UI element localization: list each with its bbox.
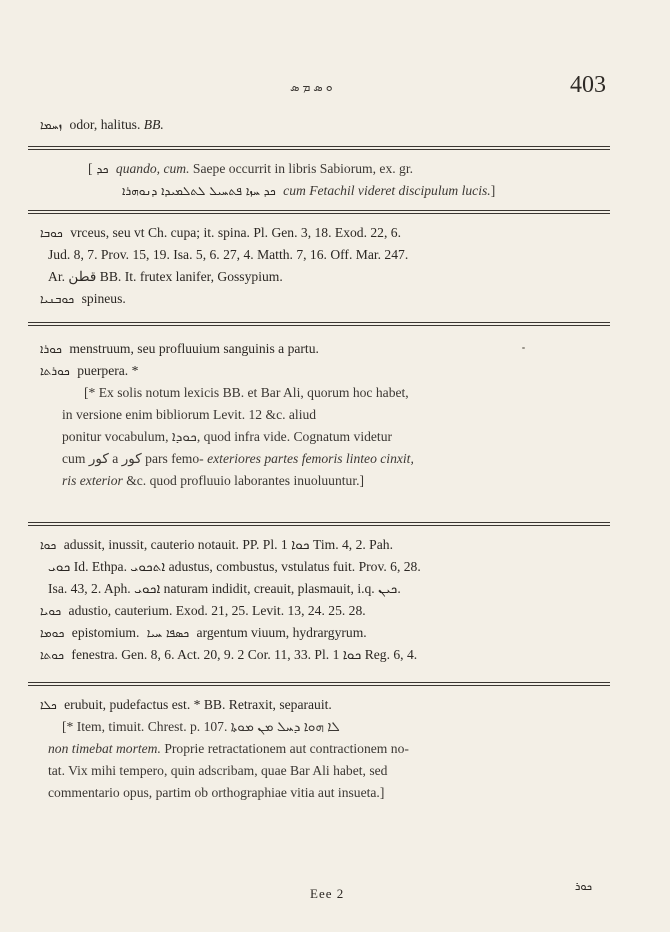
entry-text: spineus. xyxy=(81,291,126,306)
entry-text: argentum viuum, hydrargyrum. xyxy=(196,625,367,640)
syriac-headword: ܟܘܪܐ xyxy=(40,342,62,356)
entry-text: puerpera. * xyxy=(77,363,139,378)
section-rule xyxy=(28,210,610,214)
entry-vrceus xyxy=(36,222,408,310)
note-text: [* Ex solis notum lexicis BB. et Bar Ali, quorum hoc habet, xyxy=(84,385,409,400)
section-rule xyxy=(28,682,610,686)
note-text: [* Item, timuit. Chrest. p. 107. ܠܐ ܗܘܐ ܕܚܠ ܡܢ ܡܘܬܐ xyxy=(62,719,340,734)
entry-text: Saepe occurrit in libris Sabiorum, ex. gr. xyxy=(192,161,414,176)
entry-menstruum xyxy=(36,338,414,492)
syriac-headword: ܟܠܐ xyxy=(40,698,57,712)
note-italic: non timebat mortem. xyxy=(48,741,161,756)
entry-text: adustio, cauterium. Exod. 21, 25. Levit. 13, 24. 25. 28. xyxy=(68,603,366,618)
section-rule xyxy=(28,146,610,150)
entry-text: erubuit, pudefactus est. * BB. Retraxit, separauit. xyxy=(64,697,332,712)
syriac-phrase: ܟܕ ܚܙܐ ܦܬܚܝܠ ܠܬܠܡܝܕܐ ܕܢܘܗܪܐ xyxy=(122,184,276,198)
syriac-headword: ܟܘܝܐ xyxy=(40,604,62,618)
source-tag: BB. xyxy=(143,117,164,132)
note-italic: ris exterior xyxy=(62,473,123,488)
entry-adussit xyxy=(36,534,421,666)
note-text: tat. Vix mihi tempero, quin adscribam, quae Bar Ali habet, sed xyxy=(48,763,388,778)
note-text: cum ﻛﻮﺭ a ﻛﻮﺭ pars femo- xyxy=(62,451,204,466)
running-head: ܘ ܣ ܡ ܣ xyxy=(290,80,333,94)
note-text: &c. quod profluuio laborantes inuoluuntur.] xyxy=(126,473,365,488)
entry-text: ܟܘܝ Id. Ethpa. ܐܬܟܘܝ adustus, combustus, vstulatus fuit. Prov. 6, 28. xyxy=(48,559,421,574)
syriac-headword: ܟܘܡܐ xyxy=(40,626,65,640)
section-rule xyxy=(28,522,610,526)
entry-text: fenestra. Gen. 8, 6. Act. 20, 9. 2 Cor. 11, 33. Pl. ܟܘܐ 1 Reg. 6, 4. xyxy=(71,647,418,662)
entry-odor xyxy=(36,114,164,136)
note-italic: exteriores partes femoris linteo cinxit, xyxy=(207,451,414,466)
entry-text: odor, halitus. xyxy=(69,117,141,132)
signature-mark: Eee 2 xyxy=(310,886,345,901)
note-text: Proprie retractationem aut contractionem no- xyxy=(164,741,409,756)
syriac-headword: ܟܘܒܢܝܐ xyxy=(40,292,75,306)
section-rule xyxy=(28,322,610,326)
entry-text: adussit, inussit, cauterio notauit. PP. Pl. ܟܘܐ 1 Tim. 4, 2. Pah. xyxy=(63,537,393,552)
syriac-headword: ܟܕ xyxy=(96,162,109,176)
entry-italic: quando, cum. xyxy=(115,161,190,176)
entry-text: Ar. ﻗﻄﻦ BB. It. frutex lanifer, Gossypium. xyxy=(48,269,283,284)
entry-text: Jud. 8, 7. Prov. 15, 19. Isa. 5, 6. 27, 4. Matth. 7, 16. Off. Mar. 247. xyxy=(48,247,409,262)
entry-text: Isa. 43, 2. Aph. ܐܟܘܝ naturam indidit, creauit, plasmauit, i.q. ܟܝܢ. xyxy=(48,581,401,596)
syriac-headword: ܟܘܐ xyxy=(40,538,57,552)
syriac-headword: ܟܘܒܐ xyxy=(40,226,63,240)
entry-quando: [ ܟܕ quando, cum. Saepe occurrit in libris Sabiorum, ex. gr. ܟܕ ܚܙܐ ܦܬܚܝܠ ܠܬܠܡܝܕܐ ܕܢܘܗܪܐ cum Fetachil videret discipulum lucis.] xyxy=(88,161,496,198)
note-text: in versione enim bibliorum Levit. 12 &c. aliud xyxy=(62,407,317,422)
entry-text: epistomium. xyxy=(71,625,140,640)
page-number: 403 xyxy=(570,72,606,98)
note-text: commentario opus, partim ob orthographiae vitia aut insueta.] xyxy=(48,785,385,800)
catchword: ܟܘܪ xyxy=(575,880,593,893)
syriac-phrase: ܟܣܦܐ ܚܝܐ xyxy=(146,626,190,640)
ink-speck xyxy=(522,347,525,349)
note-text: ponitur vocabulum, ܟܘܕܐ, quod infra vide. Cognatum videtur xyxy=(62,429,393,444)
entry-italic: cum Fetachil videret discipulum lucis. xyxy=(283,183,491,198)
entry-text: menstruum, seu profluuium sanguinis a partu. xyxy=(69,341,319,356)
entry-text: vrceus, seu vt Ch. cupa; it. spina. Pl. Gen. 3, 18. Exod. 22, 6. xyxy=(70,225,401,240)
syriac-headword: ܙܚܡܐ xyxy=(40,118,63,132)
syriac-headword: ܟܘܬܐ xyxy=(40,648,65,662)
page-header xyxy=(0,72,670,102)
entry-erubuit xyxy=(36,694,409,804)
syriac-headword: ܟܘܪܬܐ xyxy=(40,364,70,378)
